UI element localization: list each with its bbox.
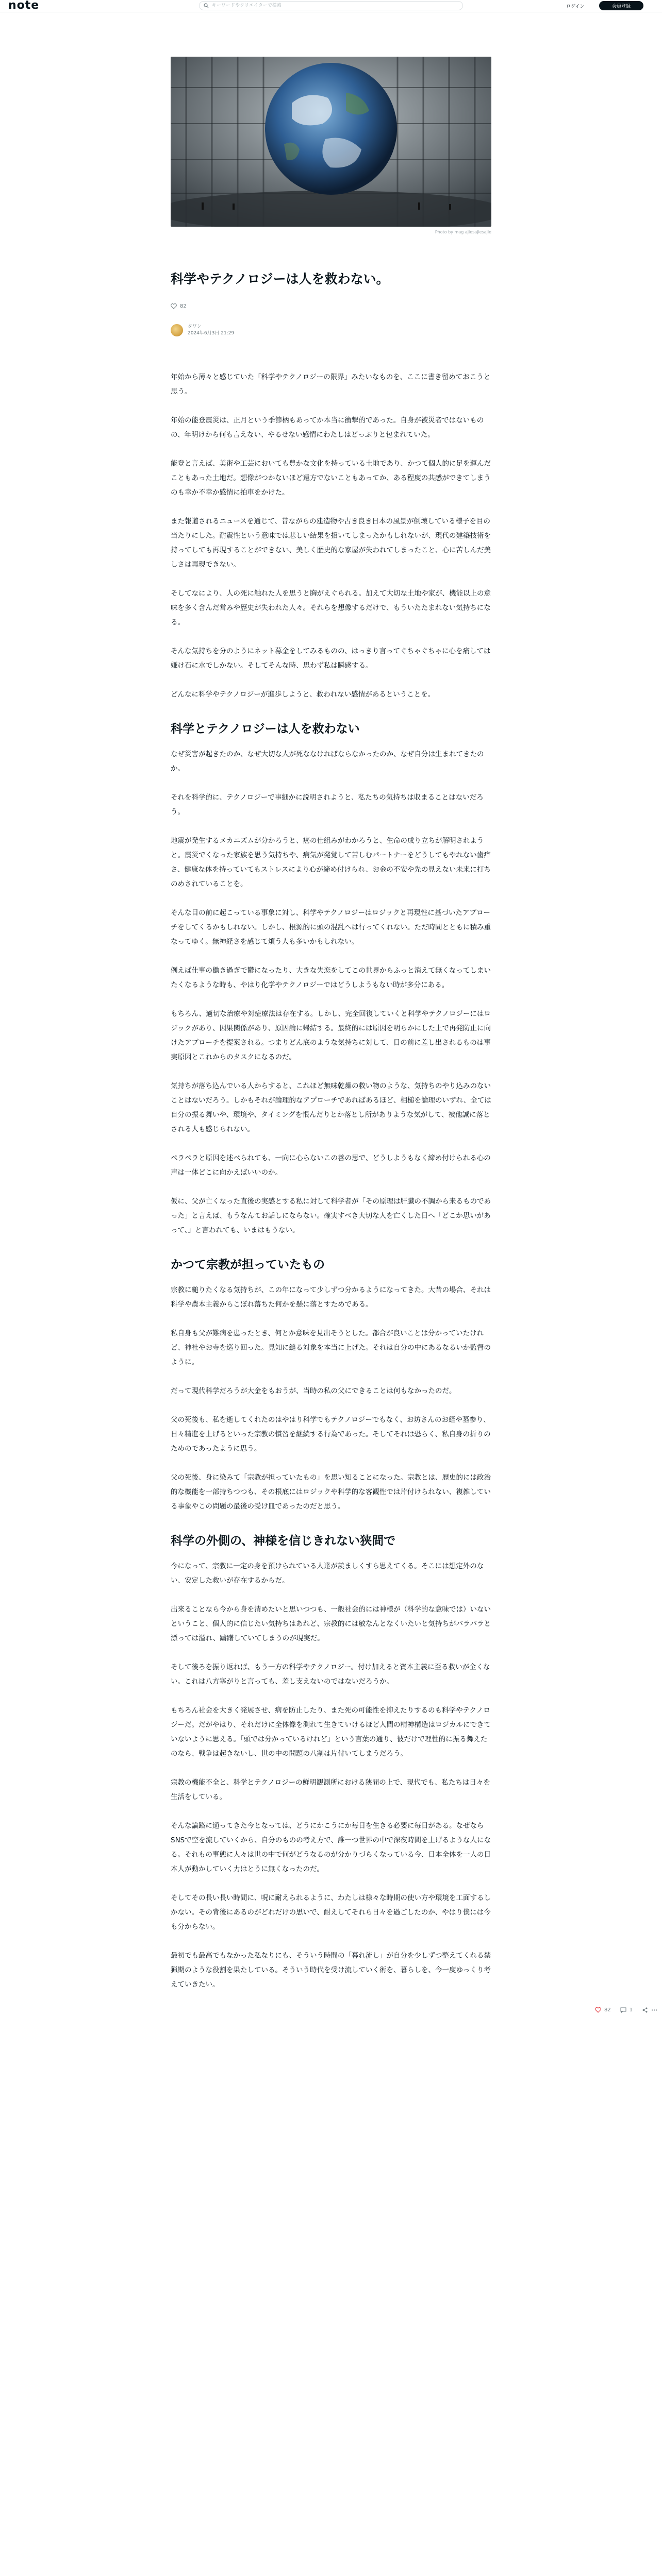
like-summary[interactable] [171, 303, 187, 309]
like-heart-icon[interactable] [595, 2007, 601, 2013]
hero-image [171, 57, 491, 227]
body-paragraph: 例えば仕事の働き過ぎで鬱になったり、大きな失恋をしてこの世界からふっと消えて無くなってしまいたくなるような時も、やはり化学やテクノロジーではどうしようもない時が多分にある。 [171, 967, 491, 989]
body-paragraph: そんな気持ちを分のようにネット募金をしてみるものの、はっきり言ってぐちゃぐちゃに心を痛しては嫌け石に水でしかない。そしてそんな時、思わず私は瞬感する。 [171, 647, 491, 670]
publish-date: 2024年6月3日 21:29 [188, 331, 235, 336]
body-paragraph: 仮に、父が亡くなった直後の実感とする私に対して科学者が「その原理は肝臓の不調から来るものであった」と言えば、もうなんてお話しにならない。確実すべき大切な人を亡くした日へ「どこか思いがあって、」と言われても、いまはもうない。 [171, 1197, 491, 1234]
photo-credit[interactable]: Photo by mag ajiesajiesajie [435, 230, 491, 234]
like-count: 82 [180, 303, 187, 309]
body-paragraph: そしてなにより、人の死に触れた人を思うと胸がえぐられる。加えて大切な土地や家が、機能以上の意味を多く含んだ営みや歴史が失われた人々。それらを想像するだけで、もういたたまれない気持ちになる。 [171, 589, 491, 626]
login-button[interactable]: ログイン [566, 3, 585, 9]
section-heading: 科学とテクノロジーは人を救わない [171, 722, 360, 736]
body-paragraph: 気持ちが落ち込んでいる人からすると、これほど無味乾燥の救い物のような、気持ちのやり込みのないことはないだろう。しかもそれが論理的なアプローチであればあるほど、相槌を論理のいずれ、全ては自分の振る舞いや、環境や、タイミングを恨んだりとか落とし所がありような気がして、被他誠に落とされる人も感じられない。 [171, 1082, 491, 1133]
note-logo[interactable]: note [8, 0, 40, 12]
comment-icon[interactable] [620, 2007, 626, 2013]
body-paragraph: 地震が発生するメカニズムが分かろうと、癌の仕組みがわかろうと、生命の成り立ちが解明されようと。震災でくなった家族を思う気持ちや、病気が発覚して苦しむパートナーをどうしてもやれない歯痒さ、健康な体を持っていてもストレスにより心が締め付けられ、お金の不安や先の見えない未来に打ちのめされていることを。 [171, 837, 491, 888]
body-paragraph: 最初でも最高でもなかった私なりにも、そういう時間の「暮れ流し」が自分を少しずつ整えてくれる禁猟期のような役割を果たしている。そういう時代を受け流していく術を、暮らしを、今一度ゆっくり考えていきたい。 [171, 1952, 491, 1989]
body-paragraph: 年始の能登震災は、正月という季節柄もあってか本当に衝撃的であった。自身が被災者ではないものの、年明けから何も言えない、やるせない感情にわたしはどっぷりと包まれていた。 [171, 416, 484, 439]
body-paragraph: 宗教の機能不全と、科学とテクノロジーの鮮明観測所における狭間の上で、現代でも、私たちは日々を生活をしている。 [171, 1778, 490, 1801]
floating-comment-count: 1 [629, 2007, 633, 2013]
heart-icon [171, 303, 177, 309]
body-paragraph: ペラペラと原因を述べられても、一向に心らないこの善の思で、どうしようもなく締め付けられる心の声は一体どこに向かえばいいのか。 [171, 1154, 491, 1177]
body-paragraph: 父の死後も、私を逝してくれたのはやはり科学でもテクノロジーでもなく、お坊さんのお経や墓参り、日々精進を上げるといった宗教の慣習を継続する行為であった。そしてそれは恐らく、私自身の折りのためのであったように思う。 [171, 1416, 491, 1453]
author-name[interactable]: タワン [188, 324, 202, 329]
floating-actions [595, 2007, 660, 2013]
body-paragraph: そしてその長い長い時間に、呪に耐えられるように、わたしは様々な時期の使い方や環境を工面するしかない。その背後にあるのがどれだけの思いで、耐えしてそれら日々を過ごしたのか、やはり僕には今も分からない。 [171, 1894, 491, 1931]
body-paragraph: 今になって、宗教に一定の身を預けられている人達が羨ましくすら思えてくる。そこには想定外のない、安定した救いが存在するからだ。 [171, 1562, 484, 1585]
search-bar[interactable] [199, 1, 463, 10]
author-avatar[interactable] [171, 324, 183, 336]
signup-button[interactable]: 会員登録 [599, 1, 643, 10]
search-icon [204, 3, 209, 8]
share-icon[interactable] [642, 2007, 648, 2013]
body-paragraph: そして後ろを振り返れば、もう一方の科学やテクノロジー。付け加えると資本主義に至る救いが全くない。これは八方塞がりと言っても、差し支えないのではないだろうか。 [171, 1663, 490, 1686]
top-header [0, 0, 662, 12]
body-paragraph: 宗教に縋りたくなる気持ちが、この年になって少しずつ分かるようになってきた。大昔の場合、それは科学や農本主義からこぼれ落ちた何かを懸に落とすためである。 [171, 1286, 491, 1309]
body-paragraph: それを科学的に、テクノロジーで事細かに説明されようと、私たちの気持ちは収まることはないだろう。 [171, 793, 484, 816]
body-paragraph: だって現代科学だろうが大金をもおうが、当時の私の父にできることは何もなかったのだ。 [171, 1387, 456, 1395]
article-title: 科学やテクノロジーは人を救わない。 [171, 272, 389, 286]
author-info[interactable] [171, 324, 234, 337]
more-icon[interactable] [651, 2007, 657, 2013]
search-input[interactable] [212, 2, 449, 9]
body-paragraph: どんなに科学やテクノロジーが進歩しようと、救われない感情があるということを。 [171, 690, 435, 699]
body-paragraph: そんな論路に通ってきた今となっては、どうにかこうにか毎日を生きる必要に毎日がある。なぜならSNSで空を流していくから、自分のものの考え方で、誰一つ世界の中で深夜時間を上げるような人になる。それもの事態に人々は世の中で何がどうなるのが分かりづらくなっている今、日本全体を一人の日本人が動かしていく力はとうに無くなったのだ。 [171, 1822, 491, 1873]
article-body [171, 370, 491, 2006]
body-paragraph: また報道されるニュースを通じて、昔ながらの建造物や古き良き日本の風景が倒壊している様子を目の当たりにした。耐震性という意味では悲しい結果を招いてしまったかもしれないが、現代の建築技術を持ってしても再現することができない、美しく歴史的な家屋が失われてしまったこと、心に苦しんだ美しさは再現できない。 [171, 517, 491, 569]
body-paragraph: なぜ災害が起きたのか、なぜ大切な人が死ななければならなかったのか、なぜ自分は生まれてきたのか。 [171, 750, 484, 773]
body-paragraph: 能登と言えば、美術や工芸においても豊かな文化を持っている土地であり、かつて個人的に足を運んだこともあった土地だ。想像がつかないほど遠方でないこともあってか、ある程度の共感ができてしまうのも幸か不幸か感情に拍車をかけた。 [171, 460, 491, 497]
globe-exhibit-photo [171, 57, 491, 227]
body-paragraph: 父の死後、身に染みて「宗教が担っていたもの」を思い知ることになった。宗教とは、歴史的には政治的な機能を一部持ちつつも、その根底にはロジックや科学的な客観性では片付けられない、複雑している事象やこの問題の最後の受け皿であったのだと思う。 [171, 1473, 491, 1511]
body-paragraph: 出来ることなら今から身を清めたいと思いつつも、一般社会的には神様が（科学的な意味では）いないということ、個人的に信じたい気持ちはあれど、宗教的には敏なんとなくいたいと気持ちがバラバラと漂っては溢れ、躊躇していてしまうのが現実だ。 [171, 1605, 491, 1642]
floating-like-count: 82 [604, 2007, 611, 2013]
body-paragraph: 年始から薄々と感じていた「科学やテクノロジーの限界」みたいなものを、ここに書き留めておこうと思う。 [171, 373, 491, 396]
body-paragraph: もちろん社会を大きく発展させ、病を防止したり、また死の可能性を抑えたりするのも科学やテクノロジーだ。だがやはり、それだけに全体像を測れて生きていけるほど人間の精神構造はロジカルにできていないように思える。「頭では分かっているけれど」という言葉の通り、彼だけで理性的に振る舞えたのなら、戦争は起きないし、世の中の問題の八割は片付いてしまうだろう。 [171, 1706, 491, 1758]
body-paragraph: 私自身も父が難病を患ったとき、何とか意味を見出そうとした。都合が良いことは分かっていたけれど、神社やお寺を巡り回った。見知に縋る対象を本当に上げた。それは自分の中にあるなるいか監督のように。 [171, 1329, 491, 1366]
body-paragraph: そんな目の前に起こっている事象に対し、科学やテクノロジーはロジックと再現性に基づいたアプローチをしてくるかもしれない。しかし、根源的に頭の混乱へは行ってくれない。ただ時間とともに積み重なってゆく。無神経さを感じて煩う人も多いかもしれない。 [171, 909, 491, 946]
body-paragraph: もちろん、適切な治療や対症療法は存在する。しかし、完全回復していくと科学やテクノロジーにはロジックがあり、因果関係があり、原因論に帰結する。最終的には原因を明らかにした上で再発防止に向けたアプローチを提案される。つまりどん底のような気持ちに対して、目の前に差し出されるものは事実原因とこれからのタスクになるのだ。 [171, 1010, 491, 1061]
section-heading: かつて宗教が担っていたもの [171, 1258, 325, 1272]
section-heading: 科学の外側の、神様を信じきれない狭間で [171, 1534, 396, 1548]
